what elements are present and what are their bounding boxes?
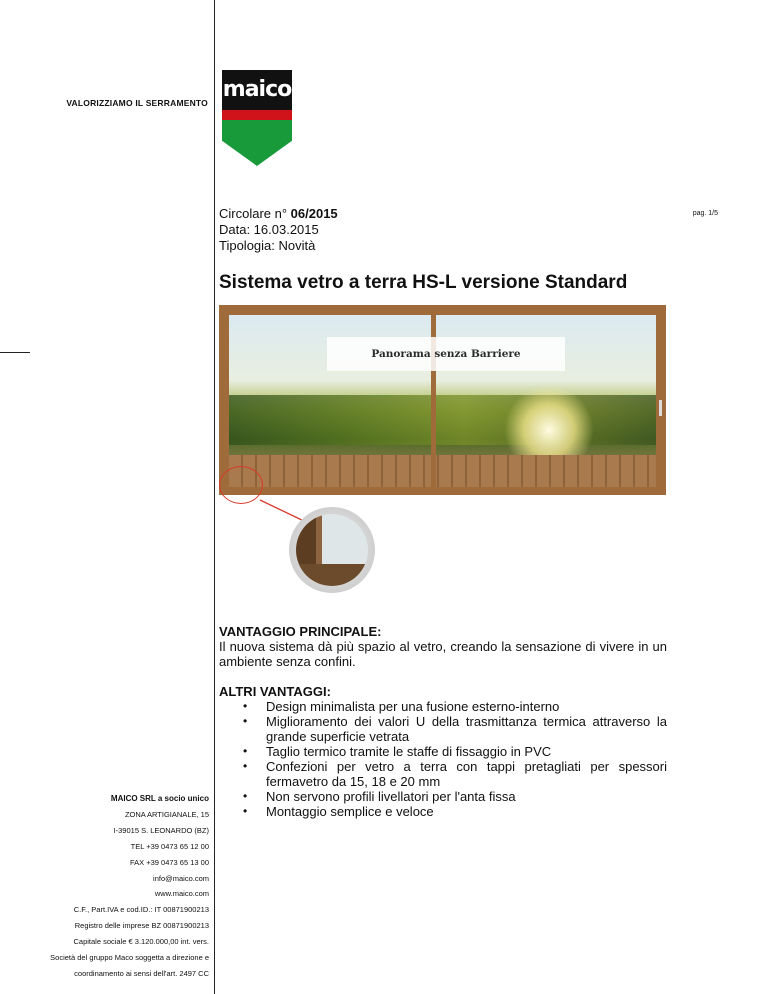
circolare-line: Circolare n° 06/2015 — [219, 206, 338, 221]
company-line: Capitale sociale € 3.120.000,00 int. vers. — [73, 937, 209, 947]
tagline: VALORIZZIAMO IL SERRAMENTO — [66, 98, 208, 108]
detail-zoom-image — [289, 507, 375, 593]
detail-highlight-circle — [219, 466, 263, 504]
product-photo — [219, 305, 666, 495]
list-item: • Taglio termico tramite le staffe di fissaggio in PVC — [266, 744, 667, 759]
other-advantages-heading: ALTRI VANTAGGI: — [219, 684, 331, 699]
list-item: • Confezioni per vetro a terra con tappi pretagliati per spessori fermavetro da 15, 18 e 20 mm — [266, 759, 667, 789]
circolare-number: 06/2015 — [290, 206, 338, 221]
company-line: info@maico.com — [153, 873, 209, 883]
company-line: Società del gruppo Maco soggetta a direzione e — [50, 953, 209, 963]
main-advantage-text: Il nuova sistema dà più spazio al vetro, creando la sensazione di vivere in un ambiente senza confini. — [219, 639, 667, 669]
circular-meta — [219, 206, 338, 254]
page-number: pag. 1/5 — [692, 210, 718, 217]
company-line: coordinamento ai sensi dell'art. 2497 CC — [74, 968, 209, 978]
page-title: Sistema vetro a terra HS-L versione Standard — [219, 272, 628, 293]
vertical-divider — [214, 0, 215, 994]
main-advantage-heading: VANTAGGIO PRINCIPALE: — [219, 624, 382, 639]
photo-banner: Panorama senza Barriere — [327, 337, 565, 371]
company-line: ZONA ARTIGIANALE, 15 — [124, 809, 209, 819]
list-item: • Design minimalista per una fusione esterno-interno — [266, 699, 667, 714]
logo-wordmark: maico — [222, 77, 292, 102]
list-item: • Non servono profili livellatori per l'anta fissa — [266, 789, 667, 804]
company-info — [50, 791, 209, 982]
company-name: MAICO SRL a socio unico — [110, 794, 209, 803]
type-line: Tipologia: Novità — [219, 238, 316, 253]
fold-mark — [0, 352, 30, 353]
other-advantages — [219, 684, 667, 819]
list-item: • Montaggio semplice e veloce — [266, 804, 667, 819]
date-line: Data: 16.03.2015 — [219, 222, 319, 237]
advantages-list — [219, 699, 667, 819]
company-line: FAX +39 0473 65 13 00 — [129, 857, 209, 867]
maico-logo — [222, 70, 292, 166]
company-line: I-39015 S. LEONARDO (BZ) — [113, 825, 209, 835]
company-line: www.maico.com — [154, 889, 209, 899]
company-line: C.F., Part.IVA e cod.ID.: IT 00871900213 — [73, 905, 209, 915]
list-item: • Miglioramento dei valori U della trasmittanza termica attraverso la grande superficie vetrata — [266, 714, 667, 744]
company-line: TEL +39 0473 65 12 00 — [130, 841, 209, 851]
company-line: Registro delle imprese BZ 00871900213 — [74, 921, 209, 931]
main-advantage — [219, 624, 667, 669]
